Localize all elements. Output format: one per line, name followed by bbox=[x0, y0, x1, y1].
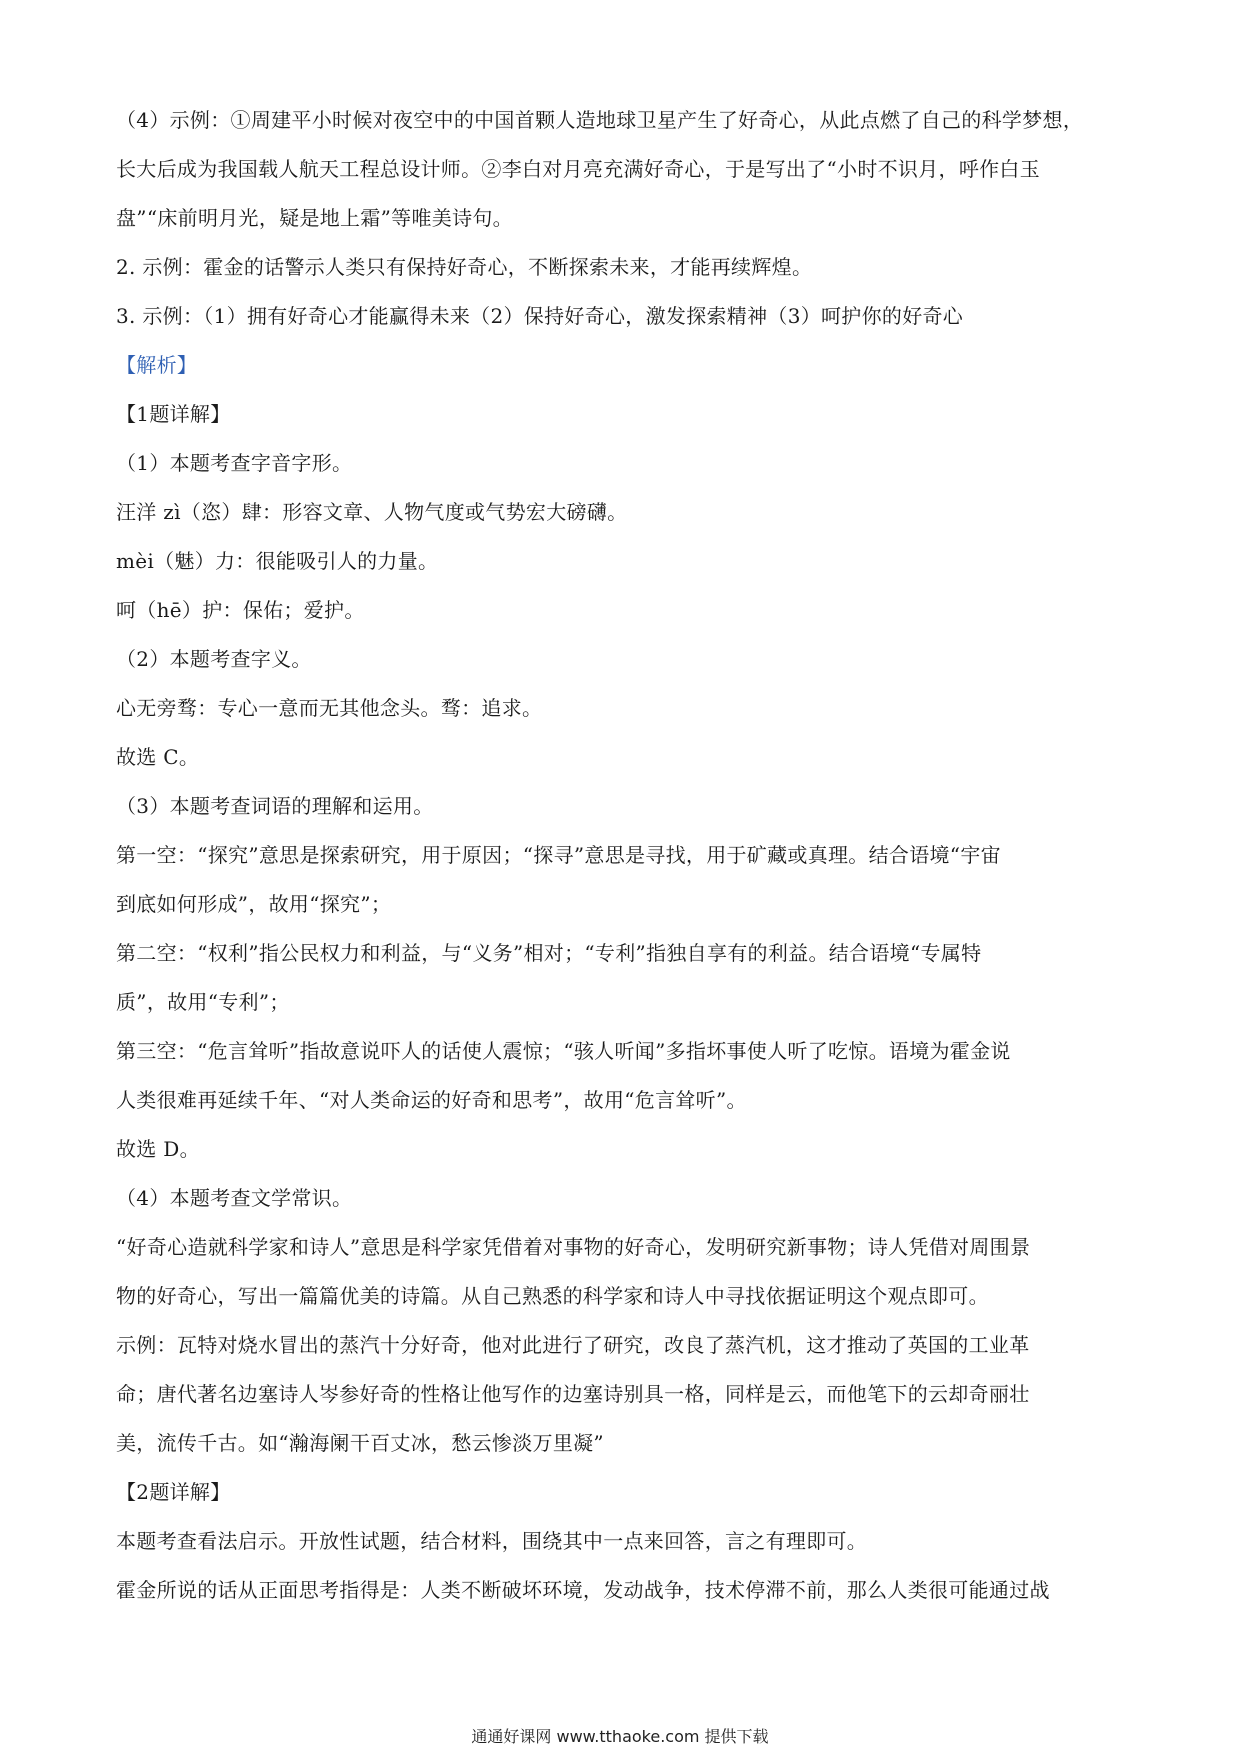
analysis-line: 命；唐代著名边塞诗人岑参好奇的性格让他写作的边塞诗别具一格，同样是云，而他笔下的云却奇丽壮 bbox=[116, 1382, 1030, 1406]
analysis-line: mèi（魅）力：很能吸引人的力量。 bbox=[116, 549, 439, 573]
page-footer: 通通好课网 www.tthaoke.com 提供下载 bbox=[471, 1727, 769, 1746]
analysis-line: 霍金所说的话从正面思考指得是：人类不断破坏环境，发动战争，技术停滞不前，那么人类很可能通过战 bbox=[116, 1578, 1050, 1602]
document-body bbox=[116, 96, 1126, 1615]
analysis-line: 故选 C。 bbox=[116, 745, 200, 769]
analysis-line: “好奇心造就科学家和诗人”意思是科学家凭借着对事物的好奇心，发明研究新事物；诗人凭借对周围景 bbox=[116, 1235, 1031, 1259]
analysis-line: （2）本题考查字义。 bbox=[116, 647, 312, 671]
analysis-line: 美，流传千古。如“瀚海阑干百丈冰，愁云惨淡万里凝” bbox=[116, 1431, 604, 1455]
answer-line: 盘”“床前明月光，疑是地上霜”等唯美诗句。 bbox=[116, 206, 513, 230]
analysis-line: 第一空：“探究”意思是探索研究，用于原因；“探寻”意思是寻找，用于矿藏或真理。结合语境“宇宙 bbox=[116, 843, 1001, 867]
analysis-line: （3）本题考查词语的理解和运用。 bbox=[116, 794, 434, 818]
analysis-line: （1）本题考查字音字形。 bbox=[116, 451, 353, 475]
answer-line: 3. 示例：（1）拥有好奇心才能赢得未来（2）保持好奇心，激发探索精神（3）呵护你的好奇心 bbox=[116, 304, 964, 328]
analysis-line: 心无旁骛：专心一意而无其他念头。骛：追求。 bbox=[116, 696, 543, 720]
analysis-line: 人类很难再延续千年、“对人类命运的好奇和思考”，故用“危言耸听”。 bbox=[116, 1088, 747, 1112]
analysis-line: 第二空：“权利”指公民权力和利益，与“义务”相对；“专利”指独自享有的利益。结合语境“专属特 bbox=[116, 941, 982, 965]
analysis-line: 第三空：“危言耸听”指故意说吓人的话使人震惊；“骇人听闻”多指坏事使人听了吃惊。语境为霍金说 bbox=[116, 1039, 1011, 1063]
analysis-line: 到底如何形成”，故用“探究”； bbox=[116, 892, 392, 916]
analysis-line: 汪洋 zì（恣）肆：形容文章、人物气度或气势宏大磅礴。 bbox=[116, 500, 628, 524]
analysis-line: 故选 D。 bbox=[116, 1137, 200, 1161]
analysis-line: （4）本题考查文学常识。 bbox=[116, 1186, 353, 1210]
analysis-line: 物的好奇心，写出一篇篇优美的诗篇。从自己熟悉的科学家和诗人中寻找依据证明这个观点即可。 bbox=[116, 1284, 989, 1308]
section-heading: 【1题详解】 bbox=[116, 402, 231, 426]
analysis-line: 呵（hē）护：保佑；爱护。 bbox=[116, 598, 365, 622]
analysis-line: 质”，故用“专利”； bbox=[116, 990, 290, 1014]
analysis-line: 示例：瓦特对烧水冒出的蒸汽十分好奇，他对此进行了研究，改良了蒸汽机，这才推动了英国的工业革 bbox=[116, 1333, 1030, 1357]
analysis-heading: 【解析】 bbox=[116, 353, 198, 377]
answer-line: 2. 示例：霍金的话警示人类只有保持好奇心，不断探索未来，才能再续辉煌。 bbox=[116, 255, 813, 279]
section-heading: 【2题详解】 bbox=[116, 1480, 231, 1504]
answer-line: 长大后成为我国载人航天工程总设计师。②李白对月亮充满好奇心，于是写出了“小时不识月，呼作白玉 bbox=[116, 157, 1041, 181]
answer-line: （4）示例：①周建平小时候对夜空中的中国首颗人造地球卫星产生了好奇心，从此点燃了自己的科学梦想， bbox=[116, 108, 1084, 132]
analysis-line: 本题考查看法启示。开放性试题，结合材料，围绕其中一点来回答，言之有理即可。 bbox=[116, 1529, 868, 1553]
